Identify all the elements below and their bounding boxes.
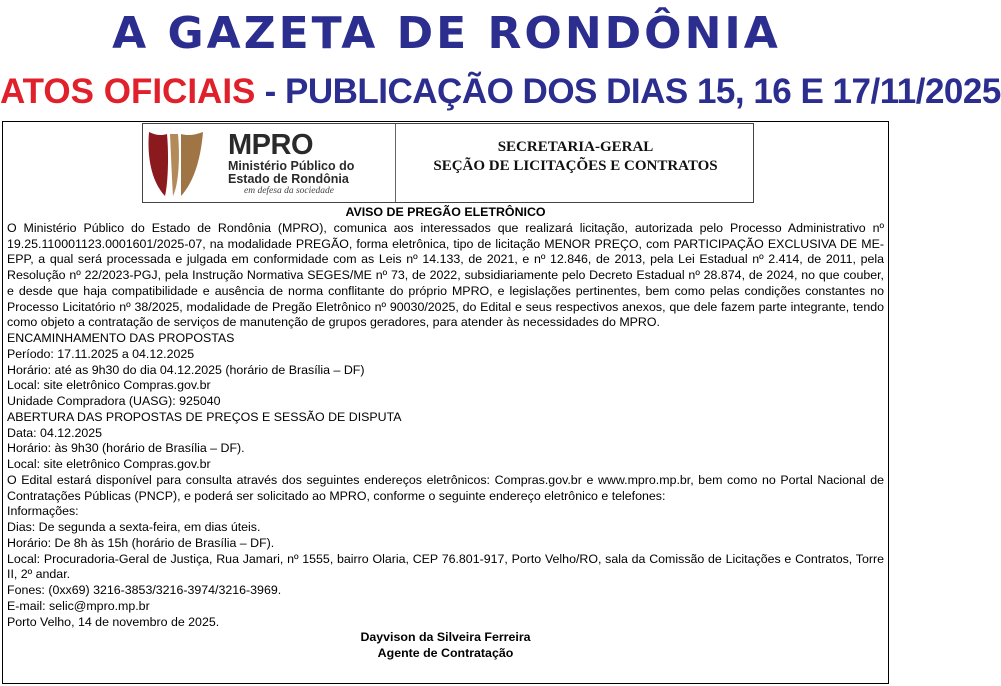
place-and-date: Porto Velho, 14 de novembro de 2025.: [7, 614, 220, 629]
contact-email: E-mail: selic@mpro.mp.br: [7, 598, 150, 613]
proposals-time: Horário: até as 9h30 do dia 04.12.2025 (horário de Brasília – DF): [7, 362, 365, 377]
notice-header: [142, 123, 754, 203]
uasg-code: Unidade Compradora (UASG): 925040: [7, 394, 221, 408]
publication-subhead: [0, 66, 1001, 118]
opening-heading: ABERTURA DAS PROPOSTAS DE PREÇOS E SESSÃO DE DISPUTA: [7, 409, 402, 424]
department-line-1: SECRETARIA-GERAL: [497, 139, 654, 155]
info-days: Dias: De segunda a sexta-feira, em dias úteis.: [7, 520, 261, 534]
mpro-logo-icon: [143, 126, 211, 200]
proposals-period: Período: 17.11.2025 a 04.12.2025: [7, 346, 195, 361]
header-divider: [395, 124, 396, 202]
section-label: ATOS OFICIAIS: [0, 72, 256, 111]
publication-dates: - PUBLICAÇÃO DOS DIAS 15, 16 E 17/11/2025: [255, 72, 1001, 111]
newspaper-masthead: A GAZETA DE RONDÔNIA: [112, 8, 781, 59]
signer-name: Dayvison da Silveira Ferreira: [360, 630, 531, 645]
proposals-heading: ENCAMINHAMENTO DAS PROPOSTAS: [7, 331, 235, 345]
department-name: [398, 138, 753, 176]
edital-availability: O Edital estará disponível para consulta através dos seguintes endereços eletrônicos: Compras.gov.br e www.mpro.mp.br, bem como no Portal Nacional de Contratações Públicas (PNCP), e poderá ser solicitado ao MPRO, conforme o seguinte endereço eletrônico e telefones:: [7, 472, 884, 503]
department-line-2: SEÇÃO DE LICITAÇÕES E CONTRATOS: [433, 158, 718, 174]
notice-title: AVISO DE PREGÃO ELETRÔNICO: [345, 205, 546, 219]
logo-name: MPRO: [228, 129, 313, 161]
info-hours: Horário: De 8h às 15h (horário de Brasília – DF).: [7, 535, 275, 550]
info-heading: Informações:: [7, 504, 79, 519]
proposals-place: Local: site eletrônico Compras.gov.br: [7, 378, 211, 393]
info-place: Local: Procuradoria-Geral de Justiça, Rua Jamari, nº 1555, bairro Olaria, CEP 76.801-917, Porto Velho/RO, sala da Comissão de Licitações e Contratos, Torre II, 2º andar.: [7, 551, 884, 582]
contact-phones: Fones: (0xx69) 3216-3853/3216-3974/3216-3969.: [7, 583, 282, 597]
logo-line-2: Estado de Rondônia: [228, 172, 349, 186]
logo-line-1: Ministério Público do: [228, 159, 355, 173]
signer-role: Agente de Contratação: [377, 646, 514, 660]
opening-time: Horário: às 9h30 (horário de Brasília – DF).: [7, 441, 245, 456]
notice-intro: O Ministério Público do Estado de Rondônia (MPRO), comunica aos interessados que realizará licitação, autorizada pelo Processo Administrativo nº 19.25.110001123.0001601/2025-07, na modalidade PREGÃO, forma eletrônica, tipo de licitação MENOR PREÇO, com PARTICIPAÇÃO EXCLUSIVA DE ME-EPP, a qual será processada e julgada em conformidade com as Leis nº 14.133, de 2021, e nº 12.846, de 2013, pela Lei Estadual nº 2.414, de 2011, pela Resolução nº 22/2023-PGJ, pela Instrução Normativa SEGES/ME nº 73, de 2022, subsidiariamente pelo Decreto Estadual nº 28.874, de 2024, no que couber, e desde que haja compatibilidade e ausência de norma conflitante do próprio MPRO, e legislações pertinentes, bem como pelas condições constantes no Processo Licitatório nº 38/2025, modalidade de Pregão Eletrônico nº 90030/2025, do Edital e seus respectivos anexos, que dele fazem parte integrante, tendo como objeto a contratação de serviços de manutenção de grupos geradores, para atender às necessidades do MPRO.: [7, 220, 884, 330]
logo-institution: [228, 160, 378, 186]
notice-body: [7, 205, 884, 662]
logo-tagline: em defesa da sociedade: [244, 186, 334, 196]
opening-date: Data: 04.12.2025: [7, 425, 103, 440]
opening-place: Local: site eletrônico Compras.gov.br: [7, 457, 211, 471]
